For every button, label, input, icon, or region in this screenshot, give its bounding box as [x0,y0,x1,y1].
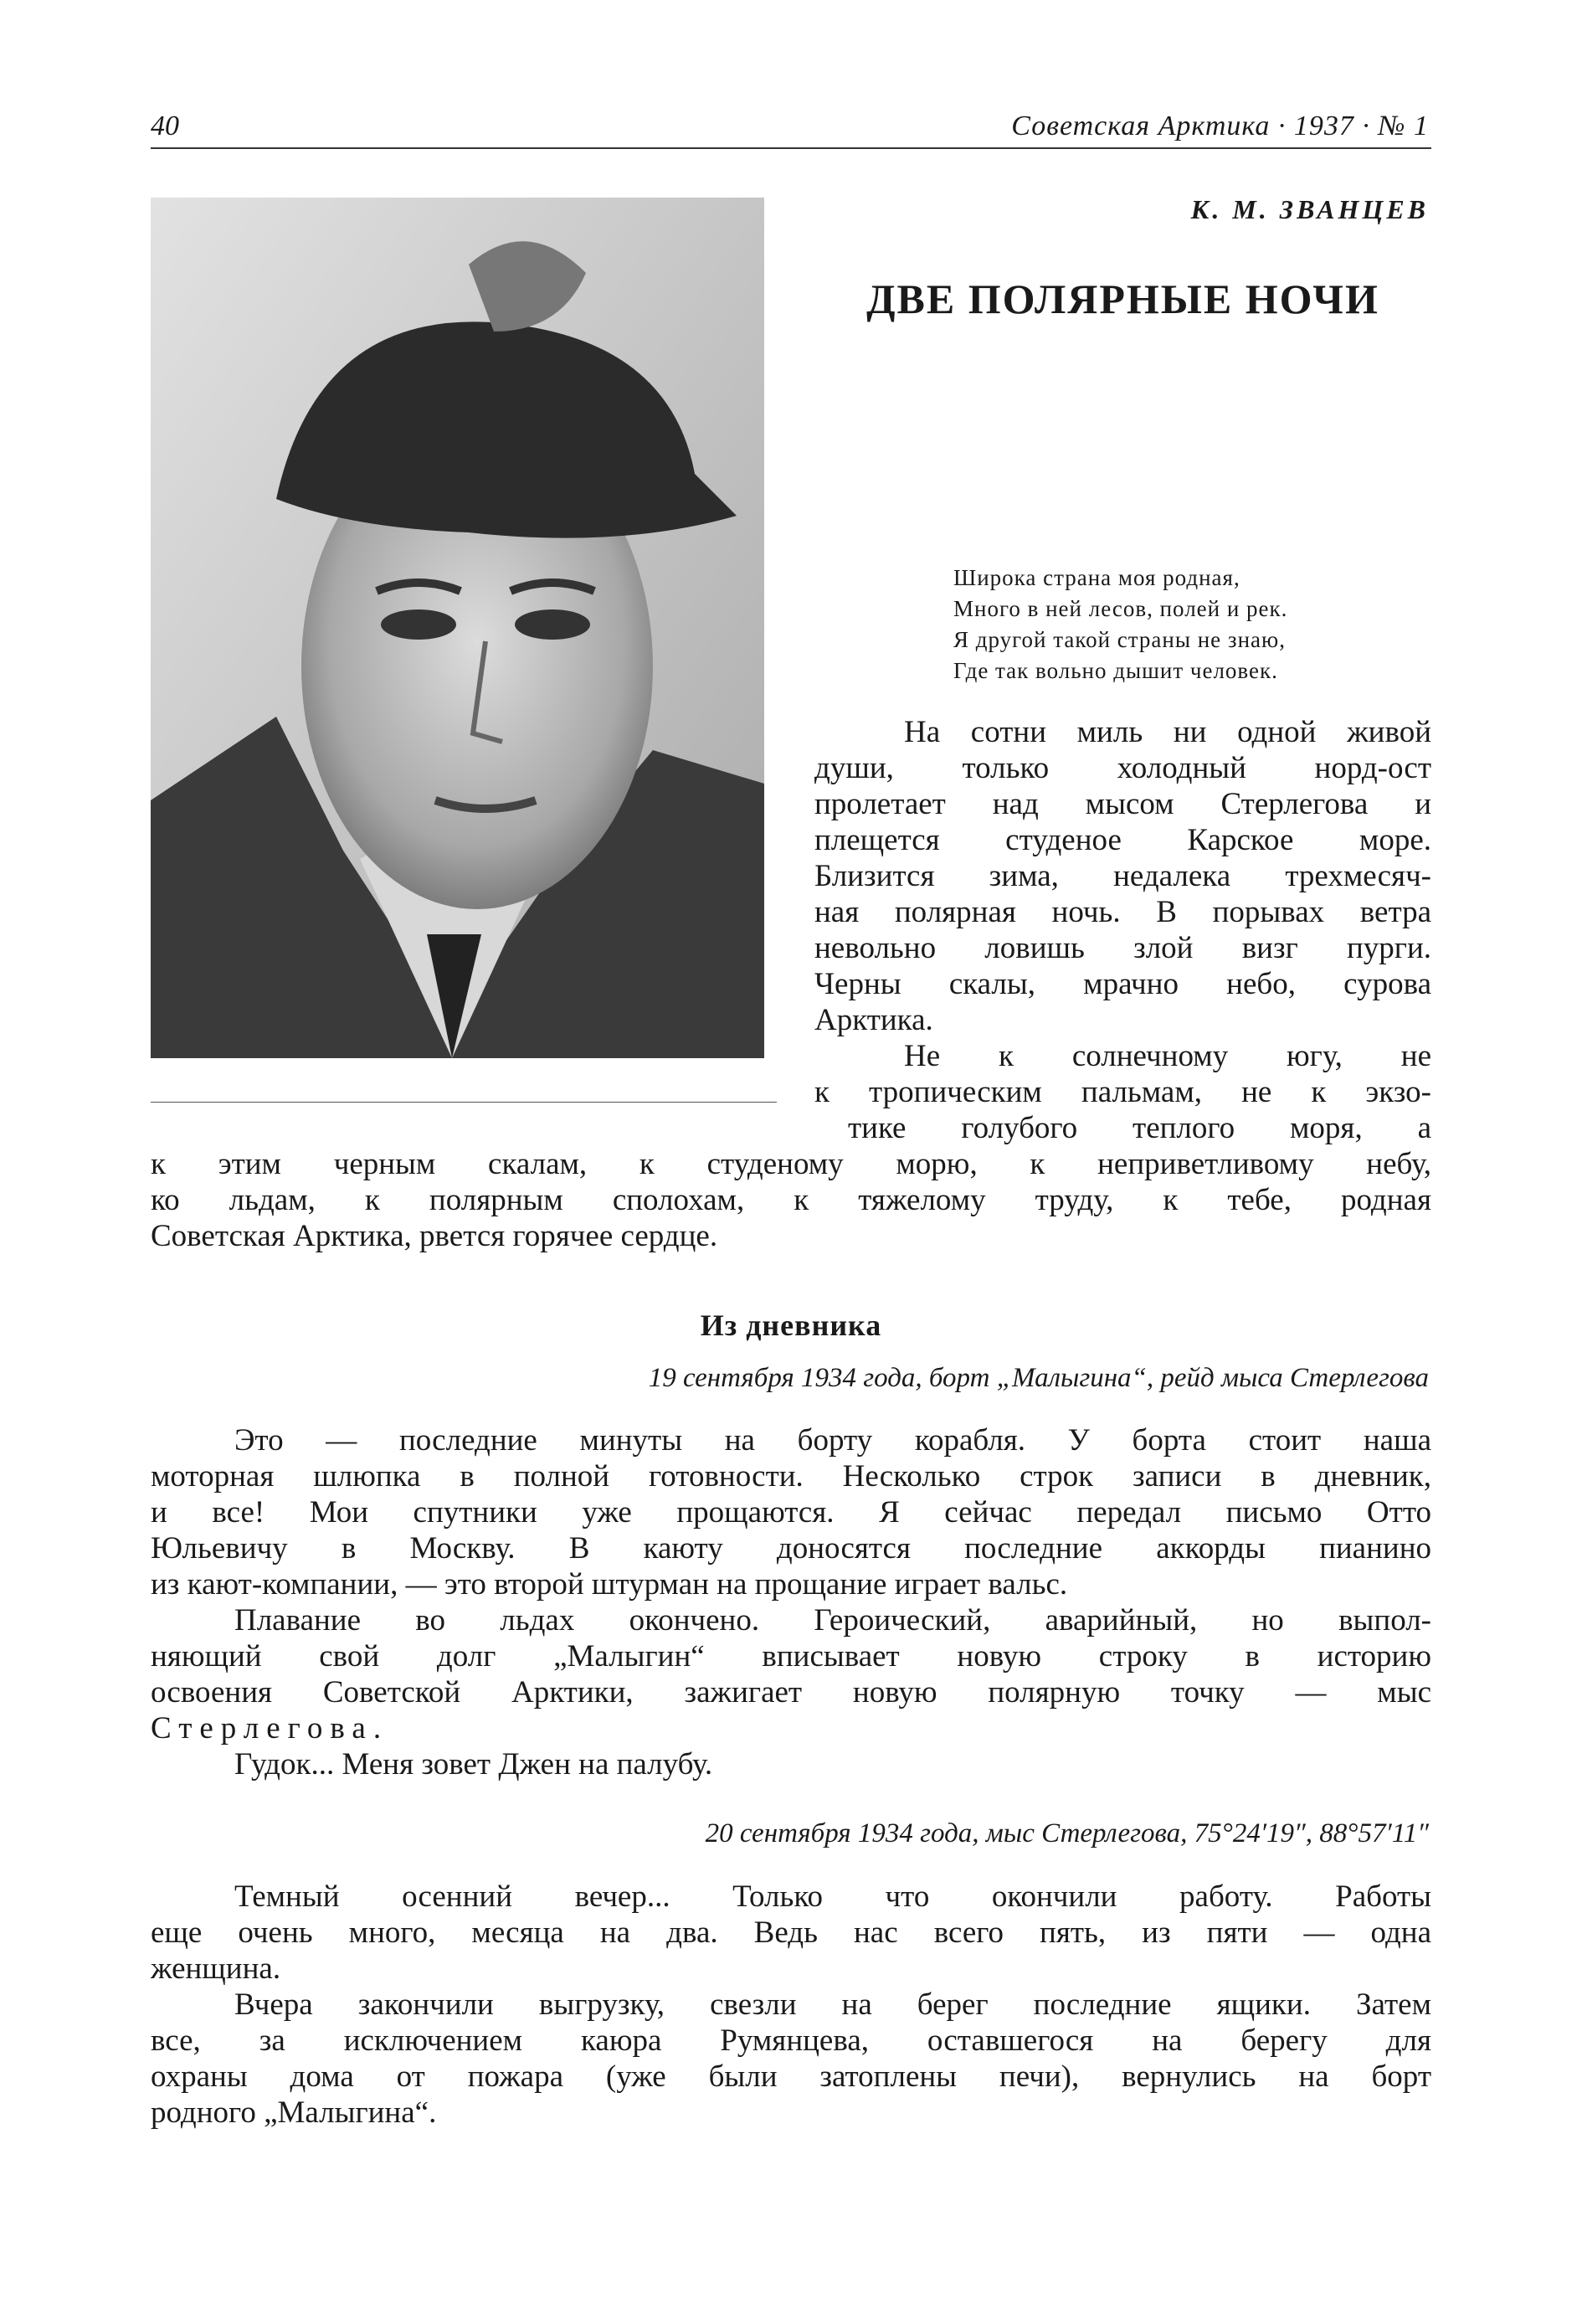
header-rule [151,147,1431,149]
text-line: Близится зима, недалека трехмесяч- [814,859,1431,893]
text-line: к этим черным скалам, к студеному морю, к неприветливому небу, [151,1147,1431,1181]
text-line: женщина. [151,1951,281,1986]
page-number: 40 [151,111,179,141]
text-line: и все! Мои спутники уже прощаются. Я сейчас передал письмо Отто [151,1495,1431,1530]
diary-entry-date: 19 сентября 1934 года, борт „Малыгина“, рейд мыса Стерлегова [648,1363,1429,1393]
poem-line: Широка страна моя родная, [953,565,1240,590]
text-line: освоения Советской Арктики, зажигает новую полярную точку — мыс [151,1675,1431,1710]
text-line: Вчера закончили выгрузку, свезли на берег последние ящики. Затем [234,1987,1431,2022]
text-line: к тропическим пальмам, не к экзо- [814,1075,1431,1109]
intro-paragraphs [151,714,1431,1254]
text-line: Черны скалы, мрачно небо, сурова [814,967,1431,1001]
text-line: Юльевичу в Москву. В каюту доносятся последние аккорды пианино [151,1531,1431,1566]
diary-entry-date: 20 сентября 1934 года, мыс Стерлегова, 75°24′19″, 88°57′11″ [705,1818,1429,1848]
poem-line: Много в ней лесов, полей и рек. [953,596,1288,621]
section-heading: Из дневника [700,1309,882,1342]
text-line: плещется студеное Карское море. [814,823,1431,857]
epigraph-poem [953,563,1287,686]
text-line: ко льдам, к полярным сполохам, к тяжелому труду, к тебе, родная [151,1183,1431,1217]
text-line: ная полярная ночь. В порывах ветра [814,895,1431,929]
text-line: моторная шлюпка в полной готовности. Несколько строк записи в дневник, [151,1459,1431,1494]
text-line: родного „Малыгина“. [151,2095,437,2130]
text-line: Это — последние минуты на борту корабля. У борта стоит наша [234,1423,1431,1458]
text-line: еще очень много, месяца на два. Ведь нас всего пять, из пяти — одна [151,1915,1431,1950]
poem-line: Где так вольно дышит человек. [953,658,1278,683]
text-line: тике голубого теплого моря, а [848,1111,1431,1145]
poem-line: Я другой такой страны не знаю, [953,627,1286,652]
text-line: няющий свой долг „Малыгин“ вписывает новую строку в историю [151,1639,1431,1674]
text-line: Темный осенний вечер... Только что окончили работу. Работы [234,1879,1431,1914]
text-line: Не к солнечному югу, не [904,1039,1431,1073]
article-author: К. М. ЗВАНЦЕВ [1190,194,1429,224]
text-line: охраны дома от пожара (уже были затоплены печи), вернулись на борт [151,2059,1431,2094]
article-title: ДВЕ ПОЛЯРНЫЕ НОЧИ [866,275,1379,322]
text-line: Стерлегова. [151,1711,389,1746]
text-line: души, только холодный норд-ост [814,751,1431,785]
text-line: все, за исключением каюра Румянцева, оставшегося на берегу для [151,2023,1431,2058]
text-line: Гудок... Меня зовет Джен на палубу. [234,1747,713,1782]
text-line: Советская Арктика, рвется горячее сердце. [151,1219,718,1253]
diary-entry-1 [151,1422,1431,1782]
diary-entry-2 [151,1879,1431,2131]
text-line: невольно ловишь злой визг пурги. [814,931,1431,965]
text-line: Плавание во льдах окончено. Героический, аварийный, но выпол- [234,1603,1431,1638]
text-line: На сотни миль ни одной живой [904,715,1431,749]
text-line: из кают-компании, — это второй штурман на прощание играет вальс. [151,1567,1068,1602]
running-title: Советская Арктика · 1937 · № 1 [1011,111,1429,141]
text-line: Арктика. [814,1003,933,1037]
text-line: пролетает над мысом Стерлегова и [814,787,1431,821]
